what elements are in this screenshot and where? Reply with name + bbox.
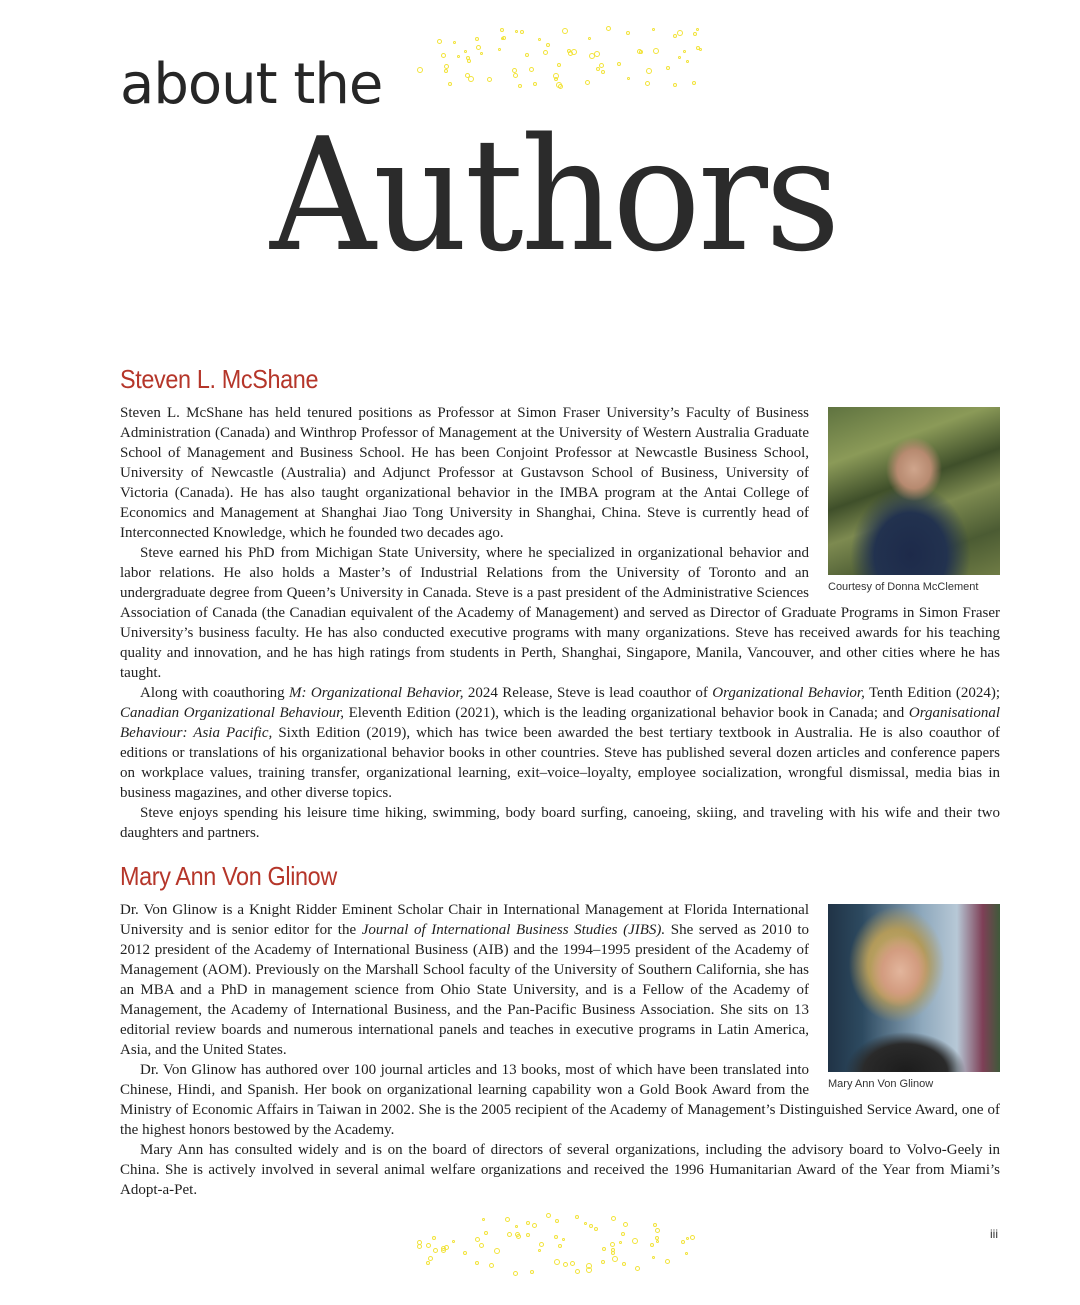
italic-title: Canadian Organizational Behaviour, bbox=[120, 705, 345, 721]
decorative-dot bbox=[601, 70, 605, 74]
text-run: Dr. Von Glinow is a Knight Ridder Eminent Scholar Chair in International Management at Florida International University and is senior editor for the bbox=[120, 902, 809, 938]
decorative-dot bbox=[571, 49, 577, 55]
decorative-dot bbox=[484, 1231, 488, 1235]
decorative-dot bbox=[520, 30, 524, 34]
decorative-dot bbox=[686, 60, 689, 63]
decorative-dot bbox=[526, 1233, 530, 1237]
decorative-dot bbox=[656, 1240, 659, 1243]
author-name-von-glinow: Mary Ann Von Glinow bbox=[120, 861, 337, 891]
author-bio-mcshane bbox=[120, 403, 1000, 843]
decorative-dot bbox=[441, 53, 446, 58]
decorative-dot bbox=[498, 48, 501, 51]
decorative-dot bbox=[426, 1243, 431, 1248]
decorative-dot bbox=[417, 1244, 422, 1249]
decorative-dot bbox=[554, 1259, 560, 1265]
decorative-dot bbox=[557, 63, 561, 67]
decorative-dot bbox=[690, 1235, 695, 1240]
author-photo-figure bbox=[828, 407, 1000, 594]
decorative-dot bbox=[516, 1234, 521, 1239]
decorative-dot bbox=[518, 84, 522, 88]
text-run: Steven L. McShane has held tenured positions as Professor at Simon Fraser University’s Faculty of Business Administration (Canada) and Winthrop Professor of Management at the University of Western Australia Graduate School of Management and Business School. He has been Conjoint Professor at Newcastle Business School, University of Newcastle (Australia) and Adjunct Professor at Gustavson School of Business, University of Victoria (Canada). He has also taught organizational behavior in the IMBA program at the Antai College of Economics and Management at Shanghai Jiao Tong University in Shanghai, China. Steve is currently head of Interconnected Knowledge, which he founded two decades ago. bbox=[120, 405, 809, 541]
decorative-dot bbox=[666, 66, 670, 70]
page-number: iii bbox=[990, 1227, 998, 1241]
decorative-dot bbox=[602, 1247, 606, 1251]
decorative-dot bbox=[533, 82, 537, 86]
decorative-dot bbox=[575, 1215, 579, 1219]
decorative-dot-pattern-top bbox=[414, 26, 706, 92]
decorative-dot bbox=[589, 1224, 593, 1228]
text-run: Steve enjoys spending his leisure time hiking, swimming, body board surfing, canoeing, skiing, and traveling with his wife and their two daughters and partners. bbox=[120, 805, 1000, 841]
decorative-dot bbox=[585, 80, 590, 85]
decorative-dot bbox=[513, 73, 518, 78]
decorative-dot bbox=[652, 28, 655, 31]
decorative-dot bbox=[696, 46, 700, 50]
author-photo-mcshane bbox=[828, 407, 1000, 575]
decorative-dot bbox=[433, 1248, 438, 1253]
decorative-dot bbox=[437, 39, 442, 44]
decorative-dot bbox=[554, 77, 558, 81]
italic-title: Organisational Behaviour: Asia Pacific, bbox=[120, 705, 1000, 741]
decorative-dot bbox=[428, 1256, 433, 1261]
decorative-dot bbox=[530, 1270, 534, 1274]
decorative-dot bbox=[464, 50, 467, 53]
decorative-dot bbox=[646, 68, 652, 74]
decorative-dot bbox=[655, 1228, 660, 1233]
decorative-dot bbox=[696, 28, 699, 31]
decorative-dot bbox=[538, 1249, 541, 1252]
decorative-dot bbox=[539, 1242, 544, 1247]
decorative-dot bbox=[632, 1238, 638, 1244]
decorative-dot bbox=[465, 73, 470, 78]
decorative-dot-pattern-bottom bbox=[414, 1212, 706, 1278]
decorative-dot bbox=[681, 1240, 685, 1244]
decorative-dot bbox=[673, 34, 677, 38]
decorative-dot bbox=[467, 59, 471, 63]
text-run: Dr. Von Glinow has authored over 100 journal articles and 13 books, most of which have been translated into Chinese, Hindi, and Spanish. Her book on organizational learning capability won a Gold Book Award from the Ministry of Economic Affairs in Taiwan in 2002. She is the 2005 recipient of the Academy of Management’s Distinguished Service Award, one of the highest honors bestowed by the Academy. bbox=[120, 1062, 1000, 1138]
decorative-dot bbox=[594, 1227, 598, 1231]
decorative-dot bbox=[584, 1222, 587, 1225]
text-run: Tenth Edition (2024); bbox=[864, 685, 1000, 701]
decorative-dot bbox=[500, 28, 504, 32]
decorative-dot bbox=[594, 51, 600, 57]
decorative-dot bbox=[611, 1251, 615, 1255]
decorative-dot bbox=[543, 50, 548, 55]
decorative-dot bbox=[606, 26, 611, 31]
text-run: Along with coauthoring bbox=[140, 685, 289, 701]
decorative-dot bbox=[586, 1267, 592, 1273]
author-bio-von-glinow bbox=[120, 900, 1000, 1200]
decorative-dot bbox=[677, 30, 683, 36]
decorative-dot bbox=[575, 1269, 580, 1274]
text-run: Steve earned his PhD from Michigan State University, where he specialized in organizational behavior and labor relations. He also holds a Master’s of Industrial Relations from the University of Toronto and an undergraduate degree from Queen’s University in Canada. Steve is a past president of the Administrative Sciences Association of Canada (the Canadian equivalent of the Academy of Management) and served as Director of Graduate Programs in Simon Fraser University’s business faculty. He has also conducted executive programs with many organizations. Steve has received awards for his teaching quality and innovation, and he has high ratings from students in Perth, Shanghai, Singapore, Manila, Vancouver, and other cities where he has taught. bbox=[120, 545, 1000, 681]
decorative-dot bbox=[692, 81, 696, 85]
decorative-dot bbox=[554, 1235, 558, 1239]
decorative-dot bbox=[444, 64, 449, 69]
decorative-dot bbox=[558, 1244, 562, 1248]
text-run: Eleventh Edition (2021), which is the leading organizational behavior book in Canada; and bbox=[344, 705, 909, 721]
decorative-dot bbox=[515, 1225, 518, 1228]
decorative-dot bbox=[444, 1245, 449, 1250]
decorative-dot bbox=[526, 1221, 530, 1225]
decorative-dot bbox=[637, 49, 642, 54]
photo-caption: Courtesy of Donna McClement bbox=[828, 581, 979, 593]
text-run: Sixth Edition (2019), which has twice been awarded the best tertiary textbook in Australia. He is also coauthor of editions or translations of his organizational behavior books in other countries. Steve has published several dozen articles and conference papers on workplace values, training transfer, organizational learning, exit–voice–loyalty, employee socialization, wrongful dismissal, media bias in business magazines, and other diverse topics. bbox=[120, 725, 1001, 801]
decorative-dot bbox=[570, 1261, 575, 1266]
decorative-dot bbox=[621, 1232, 625, 1236]
decorative-dot bbox=[645, 81, 650, 86]
decorative-dot bbox=[513, 1271, 518, 1276]
decorative-dot bbox=[627, 77, 630, 80]
decorative-dot bbox=[562, 28, 568, 34]
decorative-dot bbox=[626, 31, 630, 35]
decorative-dot bbox=[693, 32, 697, 36]
decorative-dot bbox=[432, 1236, 436, 1240]
bio-paragraph bbox=[120, 683, 1000, 803]
decorative-dot bbox=[686, 1237, 689, 1240]
decorative-dot bbox=[601, 1260, 605, 1264]
author-photo-figure bbox=[828, 904, 1000, 1091]
decorative-dot bbox=[426, 1261, 430, 1265]
decorative-dot bbox=[515, 30, 518, 33]
decorative-dot bbox=[479, 1243, 484, 1248]
decorative-dot bbox=[546, 1213, 551, 1218]
text-run: Mary Ann has consulted widely and is on the board of directors of several organizations, including the advisory board to Volvo-Geely in China. She is actively involved in several animal welfare organizations and received the 1996 Humanitarian Award of the Year from Miami’s Adopt-a-Pet. bbox=[120, 1142, 1000, 1198]
photo-caption: Mary Ann Von Glinow bbox=[828, 1078, 934, 1090]
decorative-dot bbox=[653, 1223, 657, 1227]
decorative-dot bbox=[463, 1251, 467, 1255]
italic-title: M: Organizational Behavior, bbox=[288, 685, 464, 701]
decorative-dot bbox=[673, 83, 677, 87]
decorative-dot bbox=[588, 37, 591, 40]
author-name-mcshane: Steven L. McShane bbox=[120, 364, 319, 394]
decorative-dot bbox=[444, 69, 448, 73]
decorative-dot bbox=[501, 37, 504, 40]
decorative-dot bbox=[453, 41, 456, 44]
decorative-dot bbox=[622, 1262, 626, 1266]
decorative-dot bbox=[475, 37, 479, 41]
decorative-dot bbox=[480, 52, 483, 55]
decorative-dot bbox=[683, 50, 686, 53]
italic-title: Journal of International Business Studies (JIBS). bbox=[361, 922, 666, 938]
decorative-dot bbox=[487, 77, 492, 82]
heading-about-the: about the bbox=[120, 52, 383, 117]
decorative-dot bbox=[563, 1262, 568, 1267]
decorative-dot bbox=[507, 1232, 512, 1237]
bio-paragraph bbox=[120, 1140, 1000, 1200]
decorative-dot bbox=[452, 1240, 455, 1243]
text-run: 2024 Release, Steve is lead coauthor of bbox=[463, 685, 713, 701]
decorative-dot bbox=[475, 1237, 480, 1242]
decorative-dot bbox=[612, 1256, 618, 1262]
decorative-dot bbox=[678, 56, 681, 59]
decorative-dot bbox=[532, 1223, 537, 1228]
decorative-dot bbox=[556, 82, 562, 88]
decorative-dot bbox=[623, 1222, 628, 1227]
decorative-dot bbox=[665, 1259, 670, 1264]
decorative-dot bbox=[652, 1256, 655, 1259]
bio-paragraph bbox=[120, 803, 1000, 843]
decorative-dot bbox=[494, 1248, 500, 1254]
decorative-dot bbox=[457, 55, 460, 58]
decorative-dot bbox=[610, 1242, 615, 1247]
decorative-dot bbox=[617, 62, 621, 66]
decorative-dot bbox=[555, 1219, 559, 1223]
decorative-dot bbox=[546, 43, 550, 47]
text-run: She served as 2010 to 2012 president of the Academy of International Business (AIB) and the 1994–1995 president of the Academy of Management (AOM). Previously on the Marshall School faculty of the University of Southern California, she has an MBA and a PhD in management science from Ohio State University, and is a Fellow of the Academy of Management, the Academy of International Business, and the Pan-Pacific Business Association. She sits on 13 editorial review boards and numerous international panels and teaches in executive programs in Latin America, Asia, and the United States. bbox=[120, 922, 809, 1058]
decorative-dot bbox=[475, 1261, 479, 1265]
heading-authors: Authors bbox=[270, 104, 838, 286]
decorative-dot bbox=[529, 67, 534, 72]
decorative-dot bbox=[599, 63, 604, 68]
decorative-dot bbox=[538, 38, 541, 41]
decorative-dot bbox=[685, 1252, 688, 1255]
decorative-dot bbox=[505, 1217, 510, 1222]
decorative-dot bbox=[653, 48, 659, 54]
decorative-dot bbox=[525, 53, 529, 57]
decorative-dot bbox=[482, 1218, 485, 1221]
decorative-dot bbox=[650, 1243, 654, 1247]
decorative-dot bbox=[562, 1238, 565, 1241]
decorative-dot bbox=[489, 1263, 494, 1268]
author-photo-von-glinow bbox=[828, 904, 1000, 1072]
decorative-dot bbox=[448, 82, 452, 86]
decorative-dot bbox=[476, 45, 481, 50]
decorative-dot bbox=[417, 67, 423, 73]
decorative-dot bbox=[619, 1241, 622, 1244]
decorative-dot bbox=[611, 1216, 616, 1221]
italic-title: Organizational Behavior, bbox=[712, 685, 865, 701]
decorative-dot bbox=[635, 1266, 640, 1271]
